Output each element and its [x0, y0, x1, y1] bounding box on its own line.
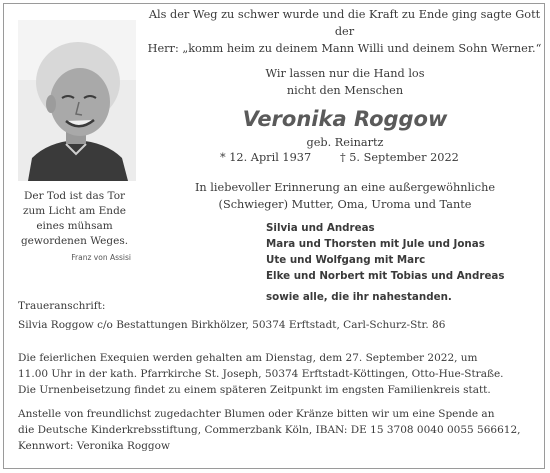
service-info — [18, 350, 538, 398]
address-block — [18, 298, 538, 333]
memory-line: In liebevoller Erinnerung an eine außergewöhnliche — [194, 181, 496, 194]
quote-line: Der Tod ist das Tor — [23, 190, 126, 202]
release-line: Wir lassen nur die Hand los — [265, 67, 425, 80]
memory-text — [175, 179, 515, 213]
birth-date: * 12. April 1937 — [220, 151, 312, 164]
service-line: Die Urnenbeisetzung findet zu einem späteren Zeitpunkt im engsten Familienkreis statt. — [18, 384, 491, 396]
portrait-photo — [18, 20, 136, 181]
family-member: Silvia und Andreas — [266, 222, 375, 234]
address-value: Silvia Roggow c/o Bestattungen Birkhölzer, 50374 Erftstadt, Carl-Schurz-Str. 86 — [18, 319, 446, 331]
intro-line: Als der Weg zu schwer wurde und die Kraft zu Ende ging sagte Gott der — [148, 8, 541, 38]
quote-line: eines mühsam — [36, 220, 113, 232]
quote-line: zum Licht am Ende — [22, 205, 127, 217]
deceased-name: Veronika Roggow — [242, 107, 448, 131]
family-closing: sowie alle, die ihr nahestanden. — [266, 291, 452, 303]
quote-author: Franz von Assisi — [71, 253, 131, 262]
death-date: † 5. September 2022 — [340, 151, 459, 164]
family-member: Ute und Wolfgang mit Marc — [266, 254, 426, 266]
release-line: nicht den Menschen — [286, 84, 404, 97]
donation-info — [18, 406, 538, 454]
donation-line: Kennwort: Veronika Roggow — [18, 440, 170, 452]
intro-text — [146, 6, 543, 57]
address-label: Traueranschrift: — [18, 300, 106, 312]
quote-text — [10, 189, 139, 249]
memory-line: (Schwieger) Mutter, Oma, Uroma und Tante — [218, 198, 472, 211]
family-list — [266, 220, 542, 305]
donation-line: Anstelle von freundlichst zugedachter Blumen oder Kränze bitten wir um eine Spende an — [18, 408, 495, 420]
service-line: Die feierlichen Exequien werden gehalten am Dienstag, dem 27. September 2022, um — [18, 352, 478, 364]
quote-line: gewordenen Weges. — [20, 235, 129, 247]
birth-name: geb. Reinartz — [306, 136, 384, 149]
family-member: Mara und Thorsten mit Jule und Jonas — [266, 238, 485, 250]
release-text — [175, 65, 515, 99]
portrait-illustration — [18, 20, 136, 181]
donation-line: die Deutsche Kinderkrebsstiftung, Commerzbank Köln, IBAN: DE 15 3708 0040 0055 566612, — [18, 424, 521, 436]
family-member: Elke und Norbert mit Tobias und Andreas — [266, 270, 505, 282]
service-line: 11.00 Uhr in der kath. Pfarrkirche St. Joseph, 50374 Erftstadt-Köttingen, Otto-Hue-Straße. — [18, 368, 504, 380]
intro-line: Herr: „komm heim zu deinem Mann Willi und deinem Sohn Werner.“ — [147, 42, 542, 55]
